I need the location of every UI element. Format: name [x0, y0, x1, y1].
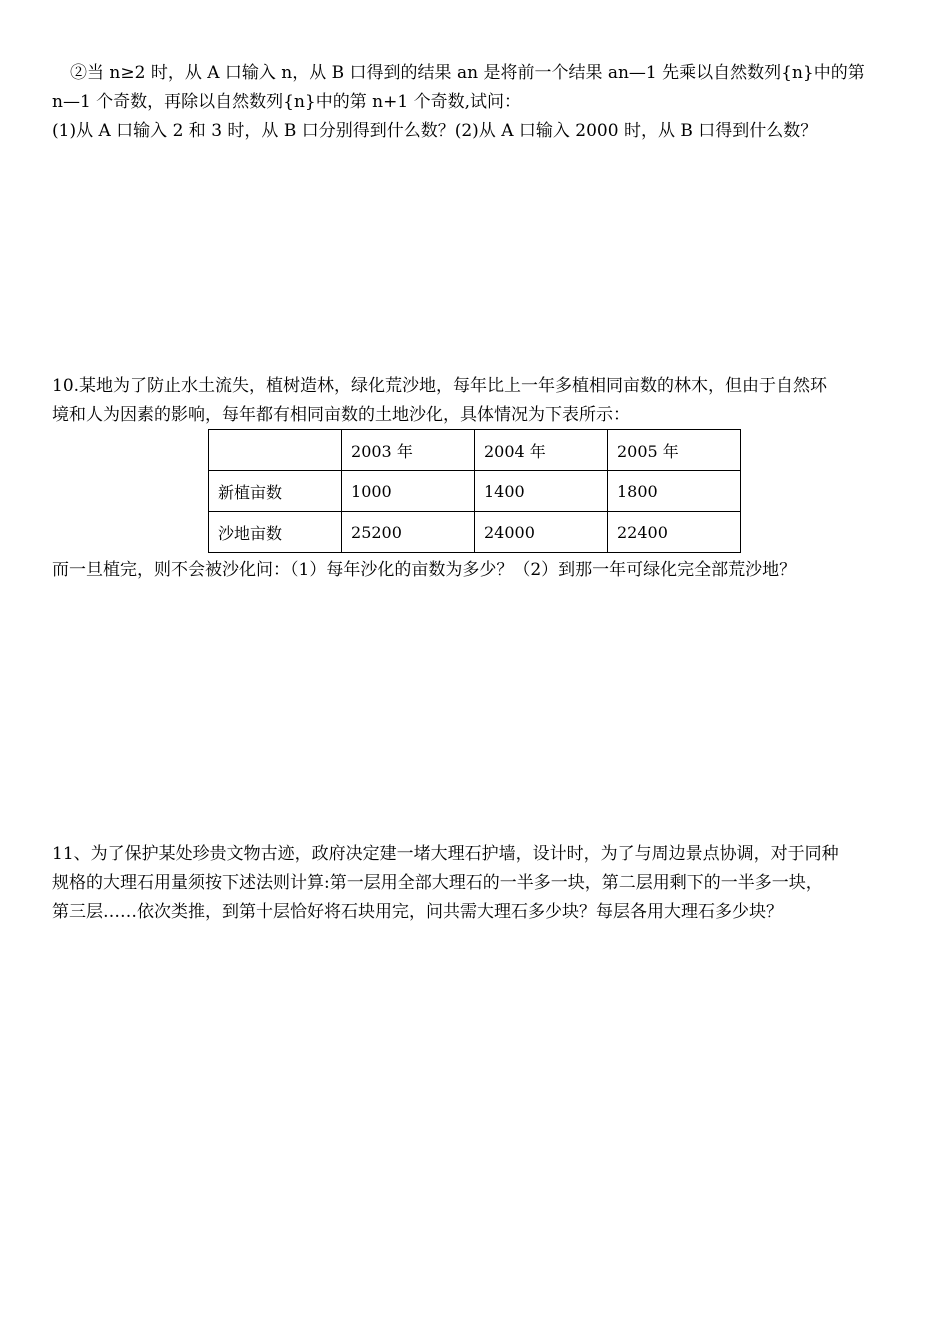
table-header-cell: 2005 年	[607, 430, 740, 471]
table-cell: 沙地亩数	[209, 512, 342, 553]
problem-10-question	[52, 556, 902, 585]
text-line: 11、为了保护某处珍贵文物古迹，政府决定建一堵大理石护墙，设计时，为了与周边景点协调，对于同种	[52, 844, 839, 864]
afforestation-table	[208, 429, 741, 553]
table-cell: 22400	[607, 512, 740, 553]
table-header-cell: 2004 年	[475, 430, 608, 471]
text-line: n—1 个奇数，再除以自然数列{n}中的第 n+1 个奇数,试问：	[52, 92, 521, 112]
table-header-row	[209, 430, 741, 471]
text-line: 而一旦植完，则不会被沙化问：（1）每年沙化的亩数为多少？（2）到那一年可绿化完全部荒沙地？	[52, 560, 797, 580]
table-header-cell	[209, 430, 342, 471]
problem-10	[52, 372, 902, 430]
problem-11	[52, 840, 902, 927]
table-cell: 1400	[475, 471, 608, 512]
text-line: ②当 n≥2 时，从 A 口输入 n，从 B 口得到的结果 an 是将前一个结果 an—1 先乘以自然数列{n}中的第	[70, 63, 865, 83]
text-line: 境和人为因素的影响，每年都有相同亩数的土地沙化，具体情况为下表所示：	[52, 405, 630, 425]
table-row	[209, 512, 741, 553]
table-header-cell: 2003 年	[342, 430, 475, 471]
table-cell: 24000	[475, 512, 608, 553]
text-line: (1)从 A 口输入 2 和 3 时，从 B 口分别得到什么数？(2)从 A 口输入 2000 时，从 B 口得到什么数？	[52, 121, 818, 141]
text-line: 10.某地为了防止水土流失，植树造林，绿化荒沙地，每年比上一年多植相同亩数的林木，但由于自然环	[52, 376, 828, 396]
table-cell: 25200	[342, 512, 475, 553]
table-row	[209, 471, 741, 512]
table-cell: 1000	[342, 471, 475, 512]
table-cell: 新植亩数	[209, 471, 342, 512]
table-cell: 1800	[607, 471, 740, 512]
problem-9-continued	[52, 59, 902, 146]
text-line: 规格的大理石用量须按下述法则计算:第一层用全部大理石的一半多一块，第二层用剩下的一半多一块，	[52, 873, 823, 893]
text-line: 第三层……依次类推，到第十层恰好将石块用完，问共需大理石多少块？每层各用大理石多少块？	[52, 902, 783, 922]
